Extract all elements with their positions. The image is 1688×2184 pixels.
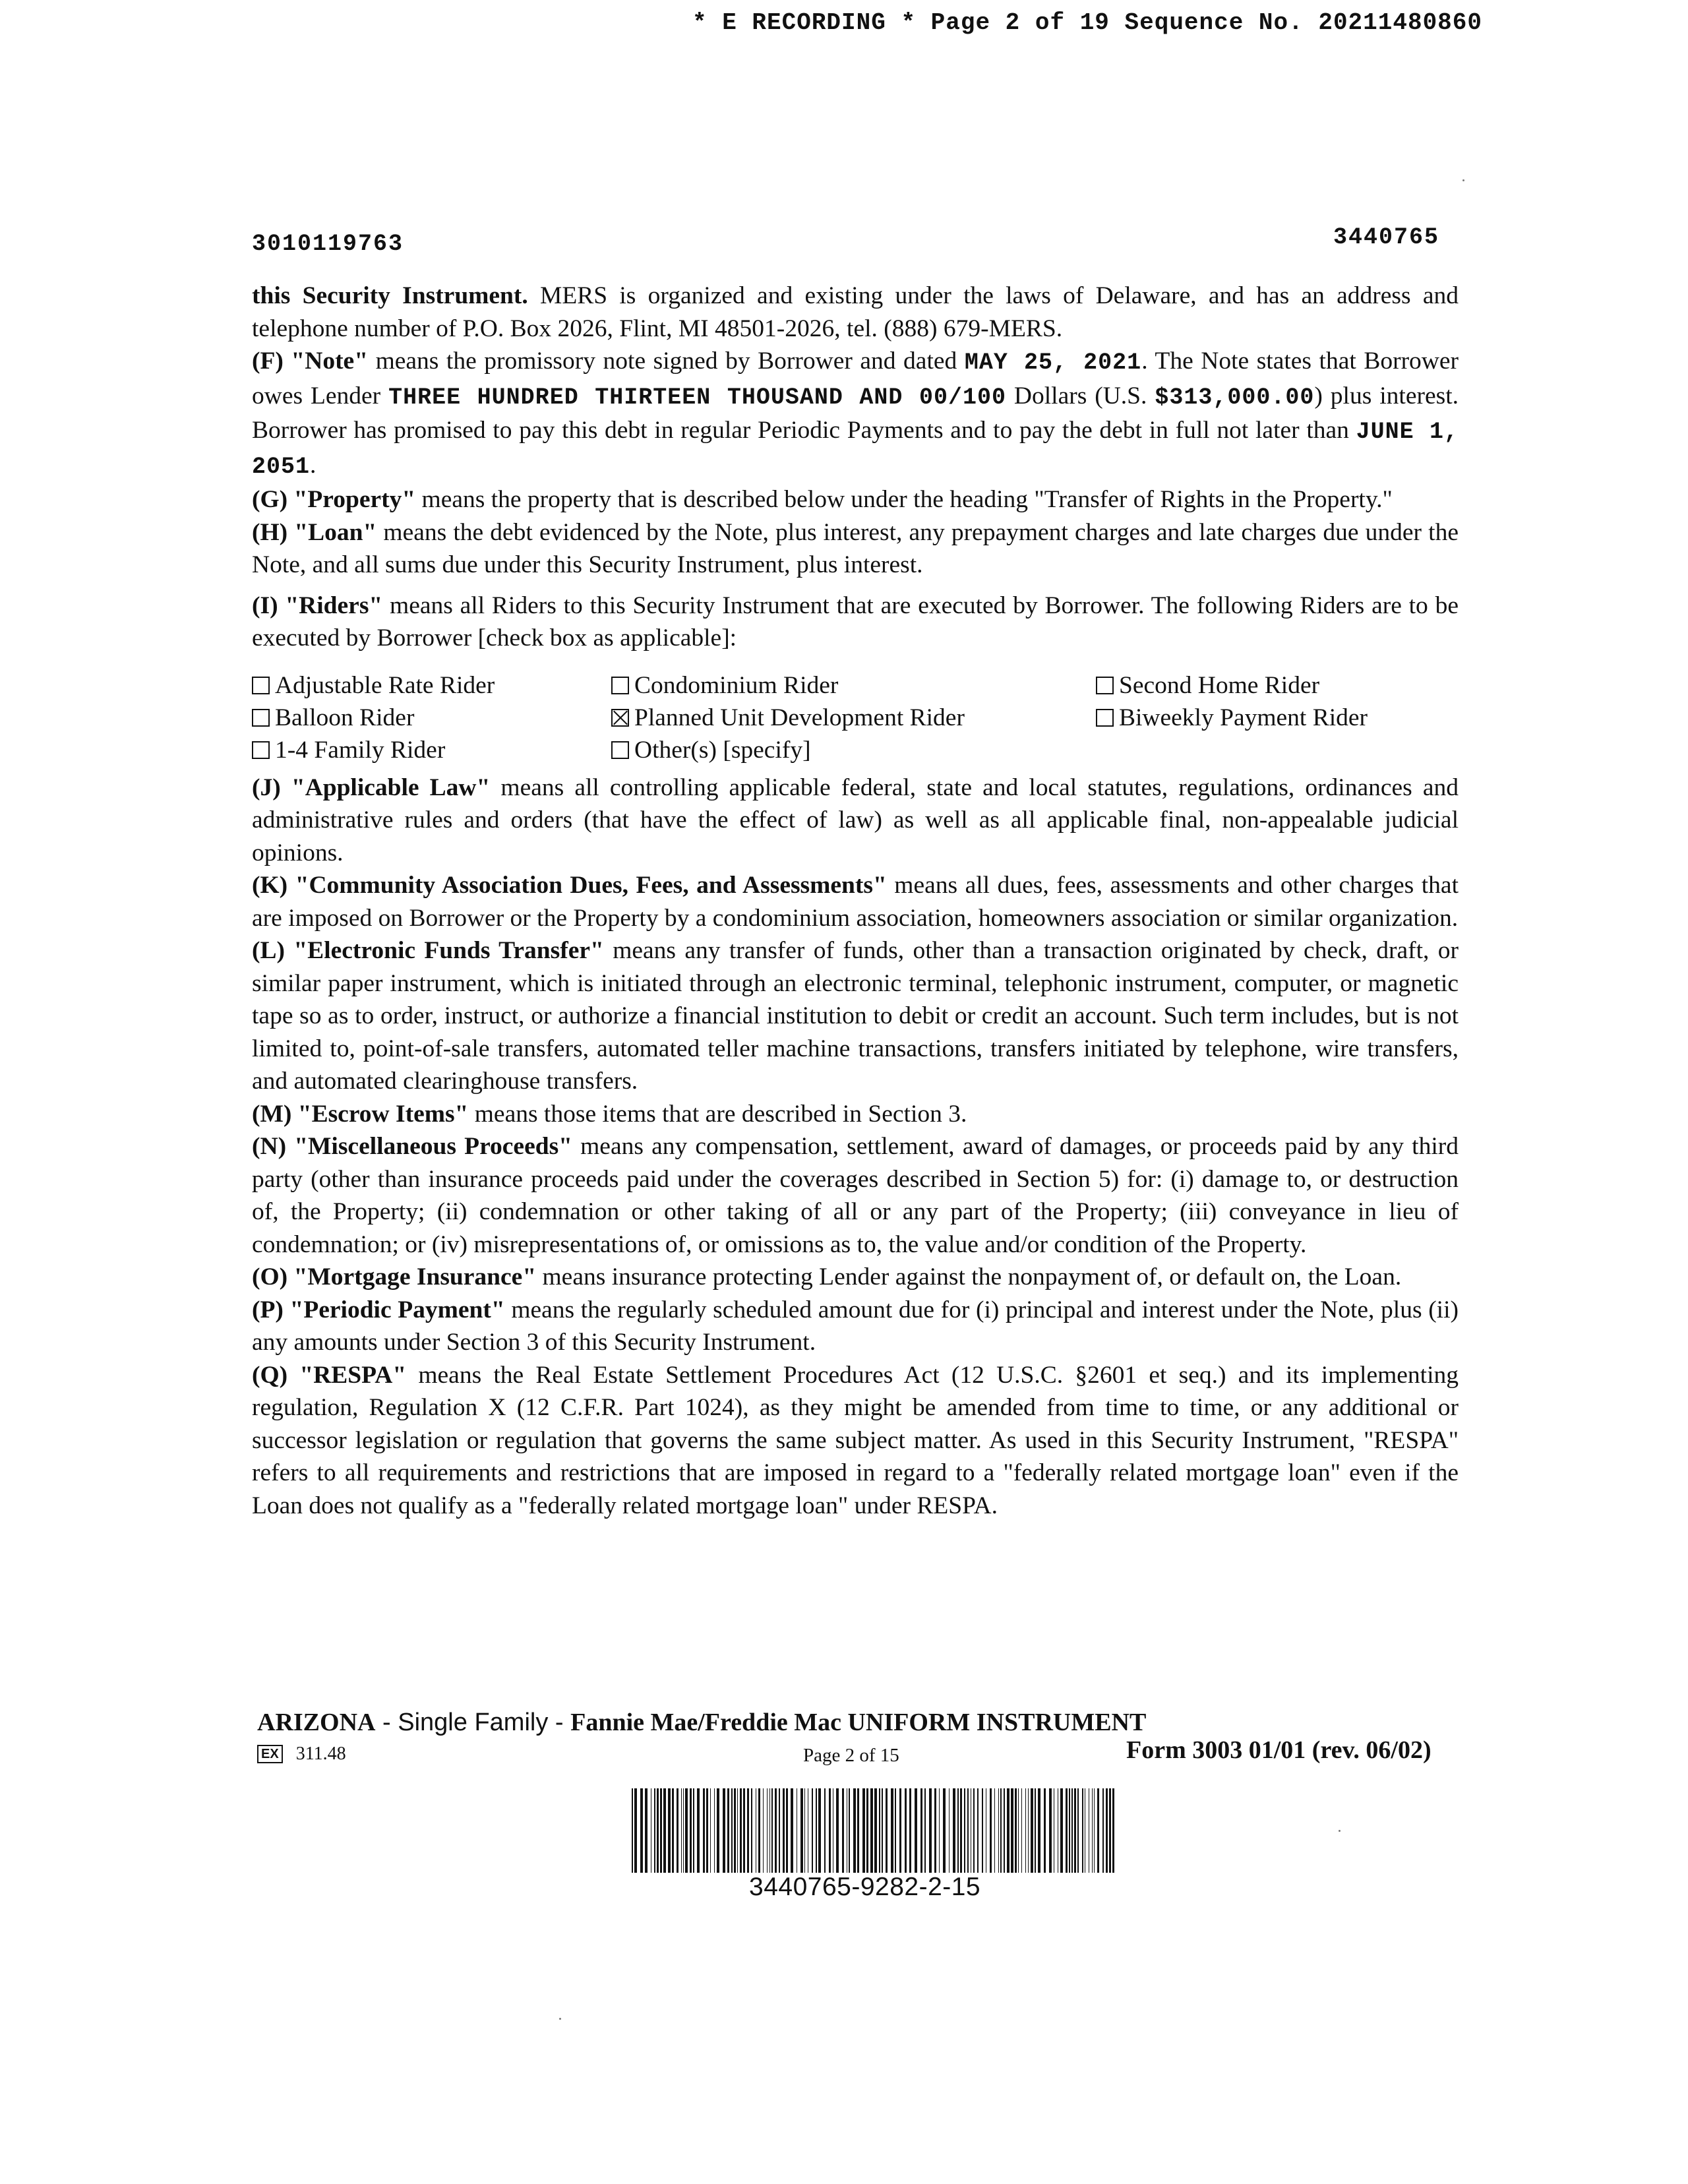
- barcode-bar: [1092, 1788, 1093, 1873]
- barcode-bar: [1021, 1788, 1022, 1873]
- loan-term: (H) "Loan": [252, 518, 377, 546]
- barcode-bar: [842, 1788, 844, 1873]
- barcode-bar: [747, 1788, 749, 1873]
- rider-label: 1-4 Family Rider: [275, 736, 446, 764]
- misc-proceeds-text: means any compensation, settlement, award of damages, or proceeds paid by any third party (other than insurance proceeds paid under the coverages described in Section 5) for: (i) damage to, or destruction of, the Property; (ii) condemnation or other taking of all or any part of the Property; (iii) conveyance in lieu of condemnation; or (iv) misrepresentations of, or omissions as to, the value and/or condition of the Property.: [252, 1133, 1459, 1258]
- note-maturity: JUNE 1, 2051: [252, 419, 1459, 480]
- property-text: means the property that is described below under the heading "Transfer of Rights in the Property.": [415, 486, 1393, 513]
- barcode-bar: [994, 1788, 995, 1873]
- note-text-2: . The Note states that Borrower owes Lender: [252, 348, 1459, 410]
- footer-sep-1: -: [375, 1709, 398, 1736]
- barcode-bar: [769, 1788, 770, 1873]
- property-definition: [252, 483, 1459, 516]
- mortgage-insurance-term: (O) "Mortgage Insurance": [252, 1263, 537, 1290]
- barcode-bar: [758, 1788, 760, 1873]
- barcode-bar: [634, 1788, 637, 1873]
- scan-speck: [559, 2018, 561, 2020]
- riders-text: means all Riders to this Security Instrument that are executed by Borrower. The following Riders are to be executed by Borrower [check box as applicable]:: [252, 592, 1459, 652]
- scan-speck: [1462, 179, 1464, 181]
- misc-proceeds-definition: [252, 1130, 1459, 1261]
- rider-label: Adjustable Rate Rider: [275, 671, 495, 699]
- barcode-bar: [924, 1788, 926, 1873]
- barcode-bar: [1060, 1788, 1063, 1873]
- barcode-bar: [1071, 1788, 1073, 1873]
- barcode-bar: [920, 1788, 922, 1873]
- barcode-bar: [743, 1788, 745, 1873]
- barcode-bar: [717, 1788, 719, 1873]
- note-text-5: .: [310, 451, 316, 479]
- rider-label: Other(s) [specify]: [634, 736, 811, 764]
- barcode-bar: [829, 1788, 831, 1873]
- barcode-bar: [862, 1788, 865, 1873]
- rider-others[interactable]: [611, 734, 1096, 766]
- respa-term: (Q) "RESPA": [252, 1361, 407, 1389]
- barcode-bar: [681, 1788, 682, 1873]
- barcode-bar: [714, 1788, 715, 1873]
- barcode-bar: [960, 1788, 962, 1873]
- loan-number-left: 3010119763: [252, 231, 404, 257]
- footer-sep-2: -: [548, 1709, 571, 1736]
- barcode-bar: [857, 1788, 859, 1873]
- loan-number-right: 3440765: [1333, 224, 1440, 251]
- checked-checkbox-icon[interactable]: [611, 709, 629, 727]
- footer-instrument: Fannie Mae/Freddie Mac UNIFORM INSTRUMENT: [570, 1709, 1147, 1736]
- barcode-bar: [1004, 1788, 1005, 1873]
- note-amount: $313,000.00: [1155, 384, 1315, 411]
- barcode-bar: [1028, 1788, 1029, 1873]
- barcode-bar: [791, 1788, 793, 1873]
- eft-text: means any transfer of funds, other than a transaction originated by check, draft, or similar paper instrument, which is initiated through an electronic terminal, telephonic instrument, computer, or magnetic tape so as to order, instruct, or authorize a financial institution to debit or credit an account. Such term includes, but is not limited to, point-of-sale transfers, automated teller machine transactions, transfers initiated by telephone, wire transfers, and automated clearinghouse transfers.: [252, 937, 1459, 1095]
- misc-proceeds-term: (N) "Miscellaneous Proceeds": [252, 1133, 572, 1160]
- barcode-bar: [706, 1788, 708, 1873]
- checkbox-icon[interactable]: [252, 677, 270, 694]
- barcode-bar: [731, 1788, 733, 1873]
- barcode-bar: [870, 1788, 873, 1873]
- barcode-bar: [1066, 1788, 1068, 1873]
- barcode-bar: [1018, 1788, 1019, 1873]
- barcode-bar: [663, 1788, 666, 1873]
- barcode-bar: [710, 1788, 711, 1873]
- barcode-bar: [812, 1788, 813, 1873]
- rider-balloon[interactable]: [252, 702, 611, 734]
- checkbox-icon[interactable]: [252, 741, 270, 759]
- barcode-bar: [703, 1788, 705, 1873]
- note-amount-words: THREE HUNDRED THIRTEEN THOUSAND AND 00/100: [388, 384, 1006, 411]
- footer-page-number: Page 2 of 15: [803, 1745, 899, 1766]
- barcode-bar: [977, 1788, 979, 1873]
- rider-label: Biweekly Payment Rider: [1119, 704, 1368, 731]
- barcode-bar: [929, 1788, 932, 1873]
- rider-second-home[interactable]: [1096, 669, 1465, 702]
- footer-family: Single Family: [398, 1709, 549, 1736]
- barcode-number: 3440765-9282-2-15: [749, 1873, 981, 1901]
- barcode-bar: [1000, 1788, 1002, 1873]
- barcode-bar: [740, 1788, 742, 1873]
- barcode-bar: [800, 1788, 803, 1873]
- barcode-bar: [1007, 1788, 1010, 1873]
- community-dues-text: means all dues, fees, assessments and other charges that are imposed on Borrower or the Property by a condominium association, homeowners association or similar organization.: [252, 872, 1459, 932]
- barcode-bar: [1044, 1788, 1046, 1873]
- barcode-bar: [767, 1788, 768, 1873]
- periodic-payment-text: means the regularly scheduled amount due for (i) principal and interest under the Note, plus (ii) any amounts under Section 3 of this Security Instrument.: [252, 1296, 1459, 1356]
- recording-header: * E RECORDING * Page 2 of 19 Sequence No. 20211480860: [692, 9, 1482, 36]
- barcode-bar: [836, 1788, 839, 1873]
- barcode-bar: [751, 1788, 752, 1873]
- barcode-bar: [783, 1788, 785, 1873]
- rider-label: Condominium Rider: [634, 671, 839, 699]
- barcode-bar: [1035, 1788, 1036, 1873]
- barcode-bar: [771, 1788, 773, 1873]
- barcode-bar: [1097, 1788, 1099, 1873]
- rider-biweekly-payment[interactable]: [1096, 702, 1465, 734]
- barcode-bar: [1102, 1788, 1104, 1873]
- barcode-bar: [909, 1788, 911, 1873]
- respa-definition: [252, 1359, 1459, 1523]
- intro-bold: this Security Instrument.: [252, 282, 528, 309]
- checkbox-icon[interactable]: [1096, 709, 1114, 727]
- barcode-bar: [660, 1788, 662, 1873]
- mortgage-insurance-definition: [252, 1261, 1459, 1294]
- document-body: [252, 280, 1459, 1522]
- barcode-bar: [874, 1788, 877, 1873]
- barcode-bar: [1031, 1788, 1033, 1873]
- property-term: (G) "Property": [252, 486, 416, 513]
- barcode-bar: [982, 1788, 983, 1873]
- barcode-bar: [763, 1788, 764, 1873]
- barcode-bar: [934, 1788, 936, 1873]
- barcode-bar: [990, 1788, 992, 1873]
- barcode-bar: [1049, 1788, 1052, 1873]
- escrow-definition: [252, 1098, 1459, 1131]
- barcode-bar: [786, 1788, 788, 1873]
- loan-definition: [252, 516, 1459, 582]
- barcode-bar: [723, 1788, 725, 1873]
- applicable-law-text: means all controlling applicable federal, state and local statutes, regulations, ordinances and administrative rules and orders (that have the effect of law) as well as all applicable final, non-appealable judicial opinions.: [252, 774, 1459, 866]
- barcode-bar: [657, 1788, 659, 1873]
- note-text-4: ) plus interest. Borrower has promised to pay this debt in regular Periodic Payments and to pay the debt in full not later than: [252, 382, 1459, 444]
- rider-adjustable-rate[interactable]: [252, 669, 611, 702]
- barcode-bar: [943, 1788, 946, 1873]
- rider-label: Planned Unit Development Rider: [634, 704, 965, 731]
- barcode-bar: [866, 1788, 868, 1873]
- barcode-bar: [967, 1788, 969, 1873]
- community-dues-definition: [252, 869, 1459, 934]
- rider-label: Balloon Rider: [275, 704, 415, 731]
- barcode-bar: [779, 1788, 780, 1873]
- note-text-3: Dollars (U.S.: [1006, 382, 1155, 410]
- barcode-bar: [668, 1788, 671, 1873]
- barcode-bar: [1025, 1788, 1026, 1873]
- rider-label: Second Home Rider: [1119, 671, 1320, 699]
- ex-logo-icon: EX: [257, 1745, 283, 1763]
- barcode-bar: [939, 1788, 940, 1873]
- community-dues-term: (K) "Community Association Dues, Fees, and Assessments": [252, 872, 887, 899]
- barcode-bar: [804, 1788, 805, 1873]
- barcode-bar: [1015, 1788, 1017, 1873]
- intro-paragraph: [252, 280, 1459, 345]
- barcode-bar: [727, 1788, 729, 1873]
- barcode-bar: [1109, 1788, 1111, 1873]
- barcode-bar: [949, 1788, 950, 1873]
- escrow-text: means those items that are described in Section 3.: [468, 1100, 967, 1128]
- barcode-bar: [1011, 1788, 1013, 1873]
- barcode-bar: [816, 1788, 817, 1873]
- barcode-bar: [697, 1788, 700, 1873]
- barcode-bar: [818, 1788, 821, 1873]
- checkbox-icon[interactable]: [1096, 677, 1114, 694]
- barcode-bar: [853, 1788, 856, 1873]
- barcode-bar: [824, 1788, 826, 1873]
- intro-text: MERS is organized and existing under the laws of Delaware, and has an address and telephone number of P.O. Box 2026, Flint, MI 48501-2026, tel. (888) 679-MERS.: [252, 282, 1459, 342]
- mortgage-insurance-text: means insurance protecting Lender against the nonpayment of, or default on, the Loan.: [536, 1263, 1402, 1290]
- barcode-bar: [891, 1788, 893, 1873]
- rider-1-4-family[interactable]: [252, 734, 611, 766]
- note-date: MAY 25, 2021: [964, 349, 1142, 376]
- applicable-law-definition: [252, 772, 1459, 870]
- barcode-bar: [1106, 1788, 1108, 1873]
- barcode: [632, 1788, 1114, 1873]
- barcode-bar: [953, 1788, 955, 1873]
- riders-term: (I) "Riders": [252, 592, 383, 619]
- barcode-bar: [672, 1788, 674, 1873]
- rider-planned-unit-development[interactable]: [611, 702, 1096, 734]
- barcode-bar: [645, 1788, 648, 1873]
- barcode-bar: [1077, 1788, 1079, 1873]
- barcode-bar: [693, 1788, 694, 1873]
- periodic-payment-term: (P) "Periodic Payment": [252, 1296, 505, 1323]
- barcode-bar: [879, 1788, 880, 1873]
- footer-state: ARIZONA: [257, 1709, 376, 1736]
- scan-speck: [1339, 1830, 1341, 1832]
- barcode-bar: [964, 1788, 965, 1873]
- barcode-bar: [905, 1788, 907, 1873]
- barcode-bar: [775, 1788, 777, 1873]
- barcode-bar: [973, 1788, 975, 1873]
- barcode-bar: [677, 1788, 678, 1873]
- periodic-payment-definition: [252, 1294, 1459, 1359]
- barcode-bar: [685, 1788, 688, 1873]
- footer-form-title: [257, 1708, 1146, 1737]
- eft-term: (L) "Electronic Funds Transfer": [252, 937, 604, 964]
- barcode-bar: [957, 1788, 959, 1873]
- barcode-bar: [915, 1788, 917, 1873]
- checkbox-icon[interactable]: [252, 709, 270, 727]
- applicable-law-term: (J) "Applicable Law": [252, 774, 491, 801]
- note-term: (F) "Note": [252, 348, 369, 375]
- barcode-bar: [690, 1788, 692, 1873]
- loan-text: means the debt evidenced by the Note, plus interest, any prepayment charges and late charges due under the Note, and all sums due under this Security Instrument, plus interest.: [252, 518, 1459, 578]
- barcode-bar: [632, 1788, 633, 1873]
- barcode-bar: [1082, 1788, 1083, 1873]
- barcode-bar: [734, 1788, 736, 1873]
- barcode-bar: [1094, 1788, 1095, 1873]
- barcode-bar: [895, 1788, 896, 1873]
- escrow-term: (M) "Escrow Items": [252, 1100, 469, 1128]
- barcode-bar: [737, 1788, 738, 1873]
- riders-definition: [252, 590, 1459, 655]
- footer-meta: [257, 1744, 346, 1765]
- barcode-bar: [998, 1788, 999, 1873]
- respa-text: means the Real Estate Settlement Procedures Act (12 U.S.C. §2601 et seq.) and its implementing regulation, Regulation X (12 C.F.R. Part 1024), as they might be amended from time to time, or any additional or successor legislation or regulation that governs the same subject matter. As used in this Security Instrument, "RESPA" refers to all requirements and restrictions that are imposed in regard to a "federally related mortgage loan" even if the Loan does not qualify as a "federally related mortgage loan" under RESPA.: [252, 1361, 1459, 1519]
- rider-condominium[interactable]: [611, 669, 1096, 702]
- barcode-bar: [882, 1788, 883, 1873]
- barcode-bar: [849, 1788, 850, 1873]
- riders-checklist: [252, 669, 1459, 766]
- footer-code: 311.48: [295, 1744, 346, 1764]
- checkbox-icon[interactable]: [611, 741, 629, 759]
- barcode-bar: [1112, 1788, 1114, 1873]
- checkbox-icon[interactable]: [611, 677, 629, 694]
- barcode-bar: [1074, 1788, 1076, 1873]
- barcode-bar: [1069, 1788, 1070, 1873]
- barcode-bar: [1038, 1788, 1040, 1873]
- eft-definition: [252, 934, 1459, 1098]
- note-definition: [252, 345, 1459, 483]
- barcode-bar: [899, 1788, 901, 1873]
- note-text-1: means the promissory note signed by Borrower and dated: [368, 348, 965, 375]
- footer-form-number: Form 3003 01/01 (rev. 06/02): [1126, 1736, 1432, 1764]
- barcode-bar: [654, 1788, 655, 1873]
- barcode-bar: [640, 1788, 643, 1873]
- barcode-bar: [886, 1788, 888, 1873]
- barcode-bar: [683, 1788, 684, 1873]
